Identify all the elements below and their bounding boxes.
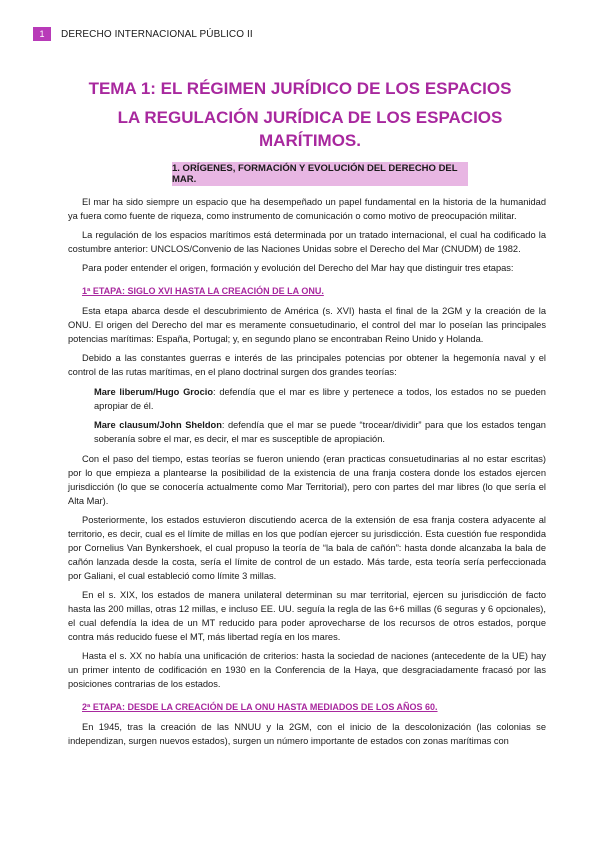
paragraph: Posteriormente, los estados estuvieron discutiendo acerca de la extensión de esa franja costera adyacente al territorio, es decir, cual es el límite de millas en los que podían ejercer su jurisdicción. Esta cuestión fue respondida por Cornelius Van Bynkershoek, el cual propuso la teoría de “la bala de cañón”: hasta donde alcanzaba la bala de cañón lanzada desde la costa, sería el límite de control de un estado. Más tarde, esta teoría sería perfeccionada por Galiani, el cual estableció como límite 3 millas.: [68, 515, 546, 581]
paragraph: La regulación de los espacios marítimos está determinada por un tratado internacional, el cual ha codificado la costumbre anterior: UNCLOS/Convenio de las Naciones Unidas sobre el Derecho del Mar (CNUDM) de 1982.: [68, 230, 546, 254]
theory-item: [94, 418, 546, 446]
paragraph: En el s. XIX, los estados de manera unilateral determinan su mar territorial, ejercen su jurisdicción de facto hasta las 200 millas, otras 12 millas, e incluso EE. UU. seguía la regla de las 6+6 millas (6 seguras y 6 opcionales), el cual defendía la idea de un MT reducido para poder aprovecharse de los recursos de otros estados, porque contra más reducido fuese el MT, más libertad regía en los mares.: [68, 590, 546, 642]
paragraph: Esta etapa abarca desde el descubrimiento de América (s. XVI) hasta el final de la 2GM y la creación de la ONU. El origen del Derecho del mar es meramente consuetudinario, el control del mar lo poseían las principales potencias marítimas: España, Portugal; y, en segundo plano se encontraban Reino Unido y Holanda.: [68, 306, 546, 344]
paragraph: Con el paso del tiempo, estas teorías se fueron uniendo (eran practicas consuetudinarias al no estar escritas) por lo que empieza a plantearse la posibilidad de la existencia de una franja costera donde los estados ejercen jurisdicción (lo que se conocería actualmente como Mar Territorial), pero con partes del mar libres (lo que sería el Alta Mar).: [68, 454, 546, 506]
paragraph: En 1945, tras la creación de las NNUU y la 2GM, con el inicio de la descolonización (las colonias se independizan, surgen nuevos estados), surgen un número importante de estados con zonas marítimas con: [68, 722, 546, 746]
theory-text: : defendía que el mar se puede “trocear/dividir” para que los estados tengan soberanía sobre el mar, es decir, el mar es susceptible de apropiación.: [94, 420, 546, 444]
header-title: DERECHO INTERNACIONAL PÚBLICO II: [61, 28, 253, 40]
paragraph: Hasta el s. XX no había una unificación de criterios: hasta la sociedad de naciones (antecedente de la UE) hay un primer intento de codificación en 1930 en la Conferencia de la Haya, que desgraciadamente fracasó por las posiciones contrarias de los estados.: [68, 651, 546, 689]
theory-name: Mare liberum/Hugo Grocio: [94, 387, 214, 397]
theory-name: Mare clausum/John Sheldon: [94, 420, 222, 430]
paragraph: El mar ha sido siempre un espacio que ha desempeñado un papel fundamental en la historia de la humanidad ya fuera como fuente de riqueza, como instrumento de comunicación o como motivo de preocupación militar.: [68, 197, 546, 221]
page-number: 1: [33, 27, 51, 41]
paragraph: Debido a las constantes guerras e interés de las principales potencias por obtener la hegemonía naval y el control de las rutas marítimas, en el plano doctrinal surgen dos grandes teorías:: [68, 353, 546, 377]
theory-item: [94, 385, 546, 413]
stage-heading: 1ª ETAPA: SIGLO XVI HASTA LA CREACIÓN DE LA ONU.: [82, 286, 324, 296]
main-title: TEMA 1: EL RÉGIMEN JURÍDICO DE LOS ESPACIOS: [88, 79, 512, 98]
subtitle: LA REGULACIÓN JURÍDICA DE LOS ESPACIOS MARÍTIMOS.: [117, 108, 503, 150]
document-body: [68, 195, 546, 748]
page-header: [33, 27, 253, 41]
paragraph: Para poder entender el origen, formación y evolución del Derecho del Mar hay que distinguir tres etapas:: [82, 263, 514, 273]
theory-text: : defendía que el mar es libre y pertenece a todos, los estados no se pueden apropiar de él.: [94, 387, 546, 411]
stage-heading: 2ª ETAPA: DESDE LA CREACIÓN DE LA ONU HASTA MEDIADOS DE LOS AÑOS 60.: [82, 702, 438, 712]
section-heading: 1. ORÍGENES, FORMACIÓN Y EVOLUCIÓN DEL DERECHO DEL MAR.: [172, 162, 468, 186]
